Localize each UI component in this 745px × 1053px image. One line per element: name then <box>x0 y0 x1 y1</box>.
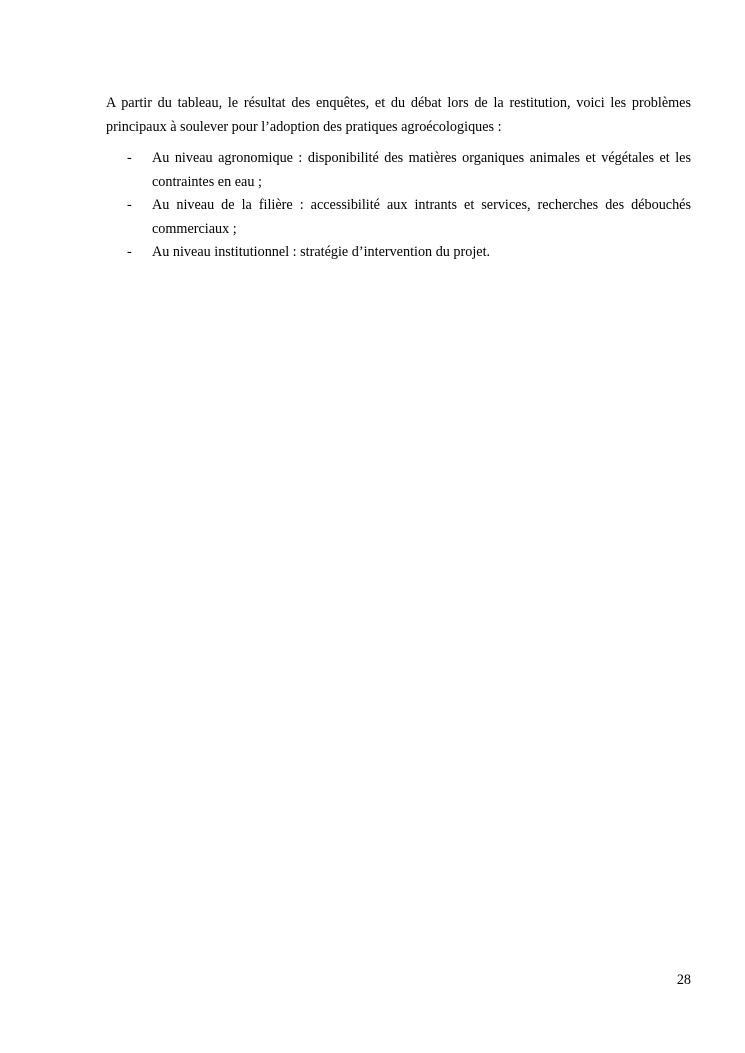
bullet-text: Au niveau agronomique : disponibilité des matières organiques animales et végétales et les contraintes en eau ; <box>152 150 691 190</box>
bullet-list <box>106 147 691 265</box>
list-item <box>106 241 691 265</box>
page-number: 28 <box>676 972 691 988</box>
list-item <box>106 147 691 194</box>
bullet-text: Au niveau institutionnel : stratégie d’intervention du projet. <box>152 244 491 260</box>
list-item <box>106 194 691 241</box>
bullet-dash: - <box>127 244 132 260</box>
bullet-dash: - <box>127 150 132 166</box>
bullet-text: Au niveau de la filière : accessibilité aux intrants et services, recherches des débouchés commerciaux ; <box>152 197 691 237</box>
intro-paragraph: A partir du tableau, le résultat des enquêtes, et du débat lors de la restitution, voici les problèmes principaux à soulever pour l’adoption des pratiques agroécologiques : <box>106 95 691 135</box>
bullet-dash: - <box>127 197 132 213</box>
